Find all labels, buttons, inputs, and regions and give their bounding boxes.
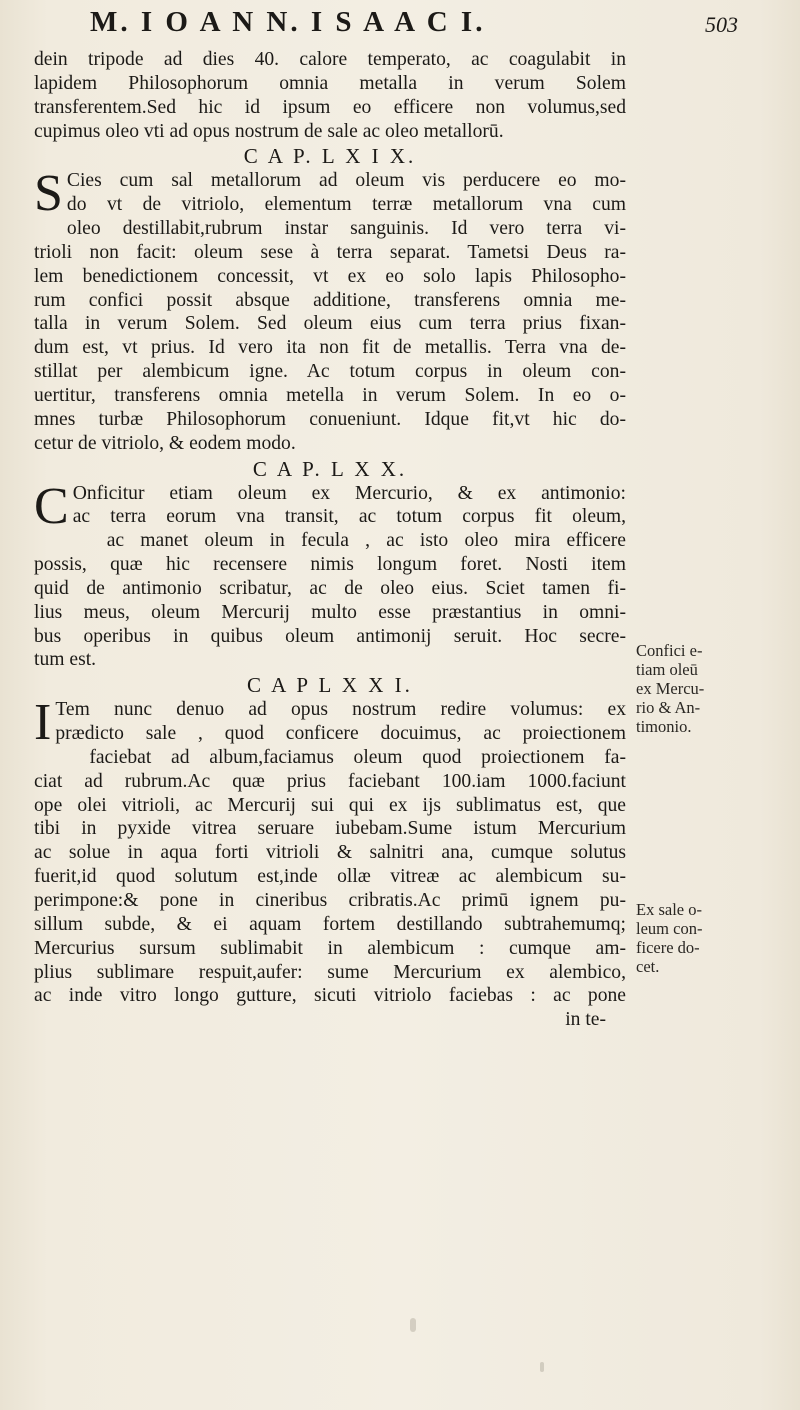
paper-blemish (410, 1318, 416, 1332)
drop-cap: C (34, 481, 69, 535)
text-line: transferentem.Sed hic id ipsum eo efficere non volumus,sed (34, 96, 626, 118)
text-line: ope olei vitrioli, ac Mercurij sui qui ex ijs sublimatus est, que (34, 794, 626, 816)
text-line: sillum subde, & ei aquam fortem destillando subtrahemumq; (34, 913, 626, 935)
chapter-heading-71: C A P L X X I. (247, 673, 413, 698)
text-line: rum confici possit absque additione, transferens omnia me- (34, 289, 626, 311)
paragraph-intro (34, 48, 626, 143)
margin-note-line: cet. (636, 957, 660, 976)
text-line: dein tripode ad dies 40. calore temperato, ac coagulabit in (34, 49, 626, 70)
text-line: plius sublimare respuit,aufer: sume Mercurium ex alembico, (34, 961, 626, 983)
margin-note-line: Confici e- (636, 641, 703, 660)
text-line: ac terra eorum vna transit, ac totum corpus fit oleum, (72, 506, 626, 528)
text-line: perimpone:& pone in cineribus cribratis.Ac primū ignem pu- (34, 890, 626, 911)
text-line: ac solue in aqua forti vitrioli & salnitri ana, cumque solutus (34, 842, 626, 864)
text-line: Mercurius sursum sublimabit in alembicum : cumque am- (34, 937, 626, 959)
chapter-heading-70: C A P. L X X. (252, 456, 408, 481)
page-header (90, 6, 738, 46)
text-line: mnes turbæ Philosophorum conueniunt. Idque fit,vt hic do- (34, 408, 626, 430)
text-line: tum est. (34, 649, 97, 671)
text-line: in te- (565, 1009, 606, 1031)
running-head: M. I O A N N. I S A A C I. (90, 6, 486, 38)
text-line: cupimus oleo vti ad opus nostrum de sale ac oleo metallorū. (34, 120, 504, 142)
margin-note-line: timonio. (636, 717, 692, 736)
margin-note-chapter-70 (636, 641, 776, 736)
text-line: lem benedictionem concessit, vt ex eo solo lapis Philosopho- (34, 265, 626, 287)
text-line: bus operibus in quibus oleum antimonij seruit. Hoc secre- (34, 625, 626, 647)
text-line: do vt de vitriolo, elementum terræ metallorum vna cum (66, 194, 626, 216)
text-line: ac inde vitro longo gutture, sicuti vitriolo faciebas : ac pone (34, 985, 626, 1007)
margin-note-line: leum con- (636, 919, 703, 938)
chapter-heading-69: C A P. L X I X. (243, 144, 417, 169)
text-line: possis, quæ hic recensere nimis longum foret. Nosti item (34, 554, 626, 576)
text-line: Onficitur etiam oleum ex Mercurio, & ex antimonio: (72, 482, 626, 504)
margin-note-line: Ex sale o- (636, 900, 702, 919)
text-line: uertitur, transferens omnia metella in verum Solem. In eo o- (34, 384, 626, 406)
margin-note-chapter-71 (636, 900, 776, 976)
text-line: cetur de vitriolo, & eodem modo. (34, 432, 296, 454)
text-line: trioli non facit: oleum sese à terra separat. Tametsi Deus ra- (34, 241, 626, 263)
text-line: Tem nunc denuo ad opus nostrum redire volumus: ex (55, 699, 626, 721)
text-line: Cies cum sal metallorum ad oleum vis perducere eo mo- (66, 170, 626, 192)
main-text (34, 48, 626, 1032)
margin-note-line: ficere do- (636, 938, 700, 957)
text-line: stillat per alembicum igne. Ac totum corpus in oleum con- (34, 361, 626, 383)
text-line: ciat ad rubrum.Ac quæ prius faciebant 100.iam 1000.faciunt (34, 770, 626, 792)
text-line: lius meus, oleum Mercurij multo esse præstantius in omni- (34, 601, 626, 623)
text-line: quid de antimonio scribatur, ac de oleo eius. Sciet tamen fi- (34, 577, 626, 599)
margin-note-line: ex Mercu- (636, 679, 705, 698)
paragraph-chapter-70 (34, 482, 626, 673)
text-line: tibi in pyxide vitrea seruare iubebam.Sume istum Mercurium (34, 818, 626, 840)
text-line: fuerit,id quod solutum est,inde ollæ vitreæ ac alembicum su- (34, 866, 626, 888)
text-line: ac manet oleum in fecula , ac isto oleo mira efficere (106, 530, 626, 552)
paragraph-chapter-69 (34, 169, 626, 455)
drop-cap: S (34, 169, 63, 223)
text-line: prædicto sale , quod conficere docuimus, ac proiectionem (55, 723, 626, 745)
text-line: dum est, vt prius. Id vero ita non fit de metallis. Terra vna de- (34, 337, 626, 359)
text-line: faciebat ad album,faciamus oleum quod proiectionem fa- (89, 746, 626, 768)
margin-note-line: tiam oleū (636, 660, 698, 679)
text-line: oleo destillabit,rubrum instar sanguinis. Id vero terra vi- (66, 218, 626, 240)
page-number: 503 (705, 12, 738, 37)
text-line: lapidem Philosophorum omnia metalla in verum Solem (34, 72, 626, 94)
text-line: talla in verum Solem. Sed oleum eius cum terra prius fixan- (34, 313, 626, 335)
paper-blemish (540, 1362, 544, 1372)
paragraph-chapter-71 (34, 698, 626, 1032)
margin-note-line: rio & An- (636, 698, 701, 717)
drop-cap: I (34, 698, 52, 752)
